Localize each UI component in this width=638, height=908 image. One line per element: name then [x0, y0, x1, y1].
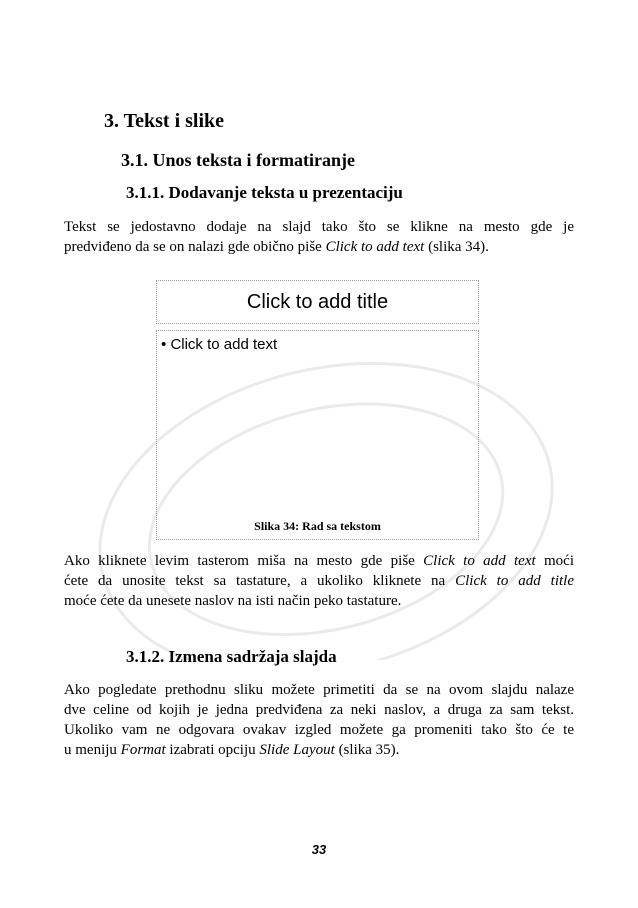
paragraph-2-line-1: Ako kliknete levim tasterom miša na mesto gde piše Click to add text moći — [64, 553, 574, 569]
slide-title-placeholder — [156, 280, 479, 324]
paragraph-3-line-1: Ako pogledate prethodnu sliku možete primetiti da se na ovom slajdu nalaze — [64, 682, 574, 698]
paragraph-3-line-3: Ukoliko vam ne odgovara ovakav izgled možete ga promeniti tako što će te — [64, 722, 574, 738]
paragraph-3-line-2: dve celine od kojih je jedna predviđena za neki naslov, a druga za sam tekst. — [64, 702, 574, 718]
subsection-heading-2: 3.1.2. Izmena sadržaja slajda — [126, 647, 337, 666]
paragraph-2 — [64, 551, 574, 611]
paragraph-3 — [64, 680, 574, 760]
paragraph-2-line-3: moće ćete da unesete naslov na isti način peko tastature. — [64, 593, 402, 609]
figure-caption: Slika 34: Rad sa tekstom — [254, 519, 381, 533]
section-heading: 3.1. Unos teksta i formatiranje — [121, 150, 355, 170]
paragraph-1-line-1: Tekst se jedostavno dodaje na slajd tako što se klikne na mesto gde je — [64, 219, 574, 235]
slide-body-placeholder — [156, 330, 479, 540]
page-number: 33 — [311, 842, 327, 857]
paragraph-3-line-4: u meniju Format izabrati opciju Slide Layout (slika 35). — [64, 742, 400, 758]
chapter-heading: 3. Tekst i slike — [104, 110, 225, 132]
paragraph-1 — [64, 217, 574, 257]
slide-title-text: Click to add title — [246, 291, 389, 313]
paragraph-1-line-2: predviđeno da se on nalazi gde obično piše Click to add text (slika 34). — [64, 239, 489, 255]
slide-body-text: • Click to add text — [161, 336, 278, 353]
bullet-icon: • — [161, 336, 167, 353]
paragraph-2-line-2: ćete da unosite tekst sa tastature, a ukoliko kliknete na Click to add title — [64, 573, 574, 589]
subsection-heading-1: 3.1.1. Dodavanje teksta u prezentaciju — [126, 183, 403, 202]
